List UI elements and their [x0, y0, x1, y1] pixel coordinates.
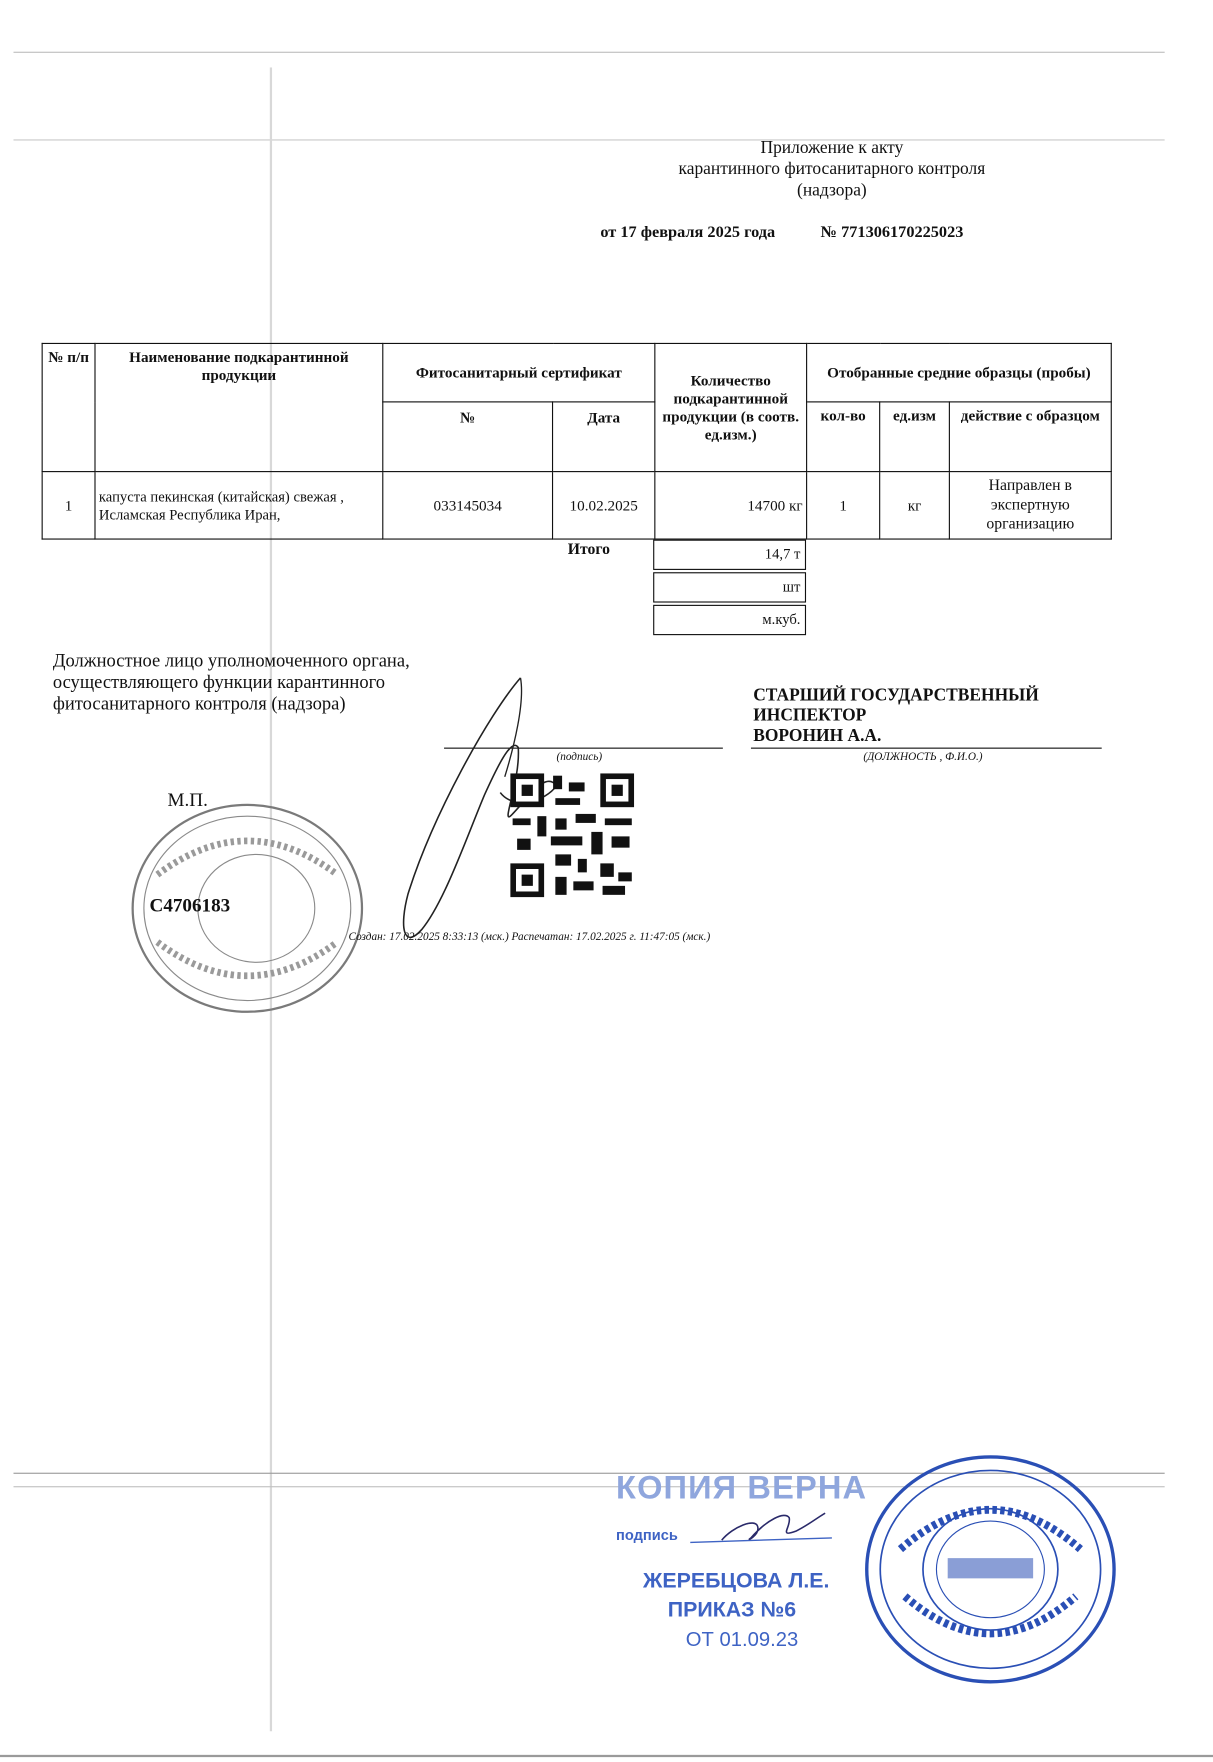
header-cert-date: Дата	[553, 402, 655, 472]
header-sample-unit: ед.изм	[880, 402, 950, 472]
header-product-name: Наименование подкарантинной продукции	[95, 343, 383, 471]
row-product-name	[95, 472, 383, 539]
appendix-line2: карантинного фитосанитарного контроля	[678, 159, 986, 179]
total-cubic-meters: м.куб.	[653, 605, 806, 635]
created-printed-timestamps: Создан: 17.02.2025 8:33:13 (мск.) Распечатан: 17.02.2025 г. 11:47:05 (мск.)	[348, 930, 711, 944]
mp-label: М.П.	[167, 789, 208, 811]
official-description	[53, 650, 410, 714]
copy-person: ЖЕРЕБЦОВА Л.Е.	[643, 1569, 830, 1593]
table-row	[42, 472, 1111, 539]
row-cert-number: 033145034	[383, 472, 553, 539]
act-number: № 771306170225023	[820, 223, 964, 242]
appendix-line3: (надзора)	[797, 180, 867, 201]
stamp-code: С4706183	[149, 894, 231, 917]
total-label: Итого	[567, 541, 610, 559]
row-sample-unit: кг	[880, 472, 950, 539]
header-sample-action: действие с образцом	[949, 402, 1111, 472]
inspector-name: ВОРОНИН А.А.	[753, 726, 882, 746]
appendix-header	[630, 137, 1035, 201]
official-line2: осуществляющего функции карантинного	[52, 671, 386, 693]
header-sample-qty: кол-во	[807, 402, 880, 472]
copy-signature-label: подпись	[616, 1526, 678, 1544]
row-cert-date: 10.02.2025	[553, 472, 655, 539]
header-certificate: Фитосанитарный сертификат	[383, 343, 655, 401]
appendix-line1: Приложение к акту	[760, 138, 904, 158]
copy-signature-icon	[688, 1504, 834, 1549]
position-caption: (ДОЛЖНОСТЬ , Ф.И.О.)	[863, 750, 983, 764]
official-line3: фитосанитарного контроля (надзора)	[52, 692, 346, 714]
row-product-name-line2: Исламская Республика Иран,	[98, 505, 281, 523]
qr-code-icon	[510, 773, 634, 897]
header-samples: Отобранные средние образцы (пробы)	[807, 343, 1112, 401]
inspector-position-line1: СТАРШИЙ ГОСУДАРСТВЕННЫЙ	[753, 685, 1039, 705]
row-product-name-line1: капуста пекинская (китайская) свежая ,	[98, 487, 344, 505]
header-num: № п/п	[42, 343, 95, 471]
total-pieces: шт	[653, 572, 806, 602]
act-date: от 17 февраля 2025 года	[600, 223, 776, 242]
scan-edge-line	[0, 1755, 1213, 1757]
signature-caption: (подпись)	[556, 750, 603, 764]
inspector-position	[753, 686, 1039, 747]
company-seal-icon	[860, 1450, 1121, 1688]
copy-verified-title: КОПИЯ ВЕРНА	[616, 1470, 868, 1507]
copy-order: ПРИКАЗ №6	[667, 1598, 797, 1623]
products-table	[42, 343, 1112, 540]
header-cert-number: №	[383, 402, 553, 472]
position-line	[751, 748, 1102, 749]
row-sample-action: Направлен в экспертную организацию	[949, 472, 1111, 539]
row-num: 1	[42, 472, 95, 539]
row-sample-qty: 1	[807, 472, 880, 539]
scan-top-line	[13, 52, 1164, 53]
header-quantity: Количество подкарантинной продукции (в соотв. ед.изм.)	[655, 343, 807, 471]
copy-order-date: ОТ 01.09.23	[685, 1627, 799, 1651]
total-tonnes: 14,7 т	[653, 540, 806, 570]
row-quantity: 14700 кг	[655, 472, 807, 539]
inspector-position-line2: ИНСПЕКТОР	[753, 705, 867, 726]
official-line1: Должностное лицо уполномоченного органа,	[52, 649, 410, 672]
